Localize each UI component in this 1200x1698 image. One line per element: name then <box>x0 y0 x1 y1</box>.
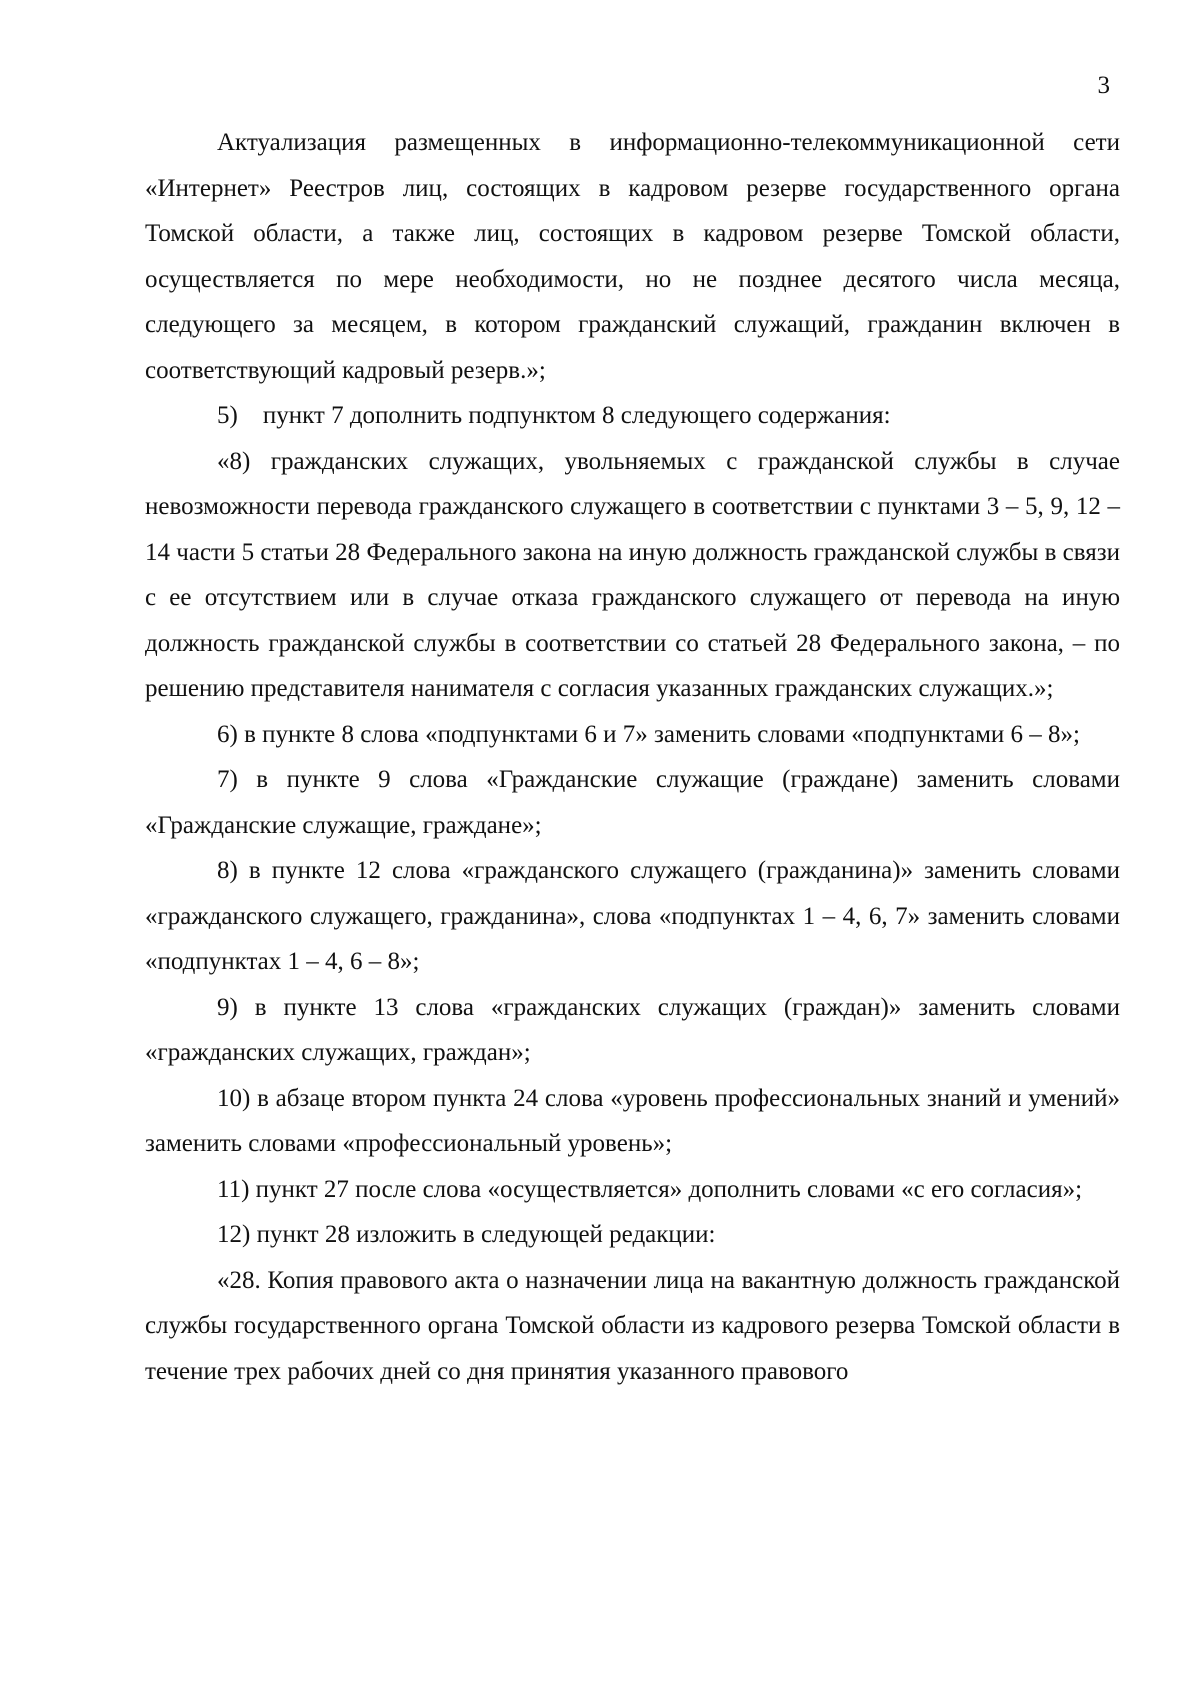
paragraph-item-10: 10) в абзаце втором пункта 24 слова «уровень профессиональных знаний и умений» заменить словами «профессиональный уровень»; <box>145 1084 1120 1157</box>
paragraph-clause-28: «28. Копия правового акта о назначении лица на вакантную должность гражданской службы государственного органа Томской области из кадрового резерва Томской области в течение трех рабочих дней со дня принятия указанного правового <box>145 1266 1120 1385</box>
document-body <box>145 120 1120 1394</box>
page-number: 3 <box>1097 72 1110 99</box>
paragraph-item-7: 7) в пункте 9 слова «Гражданские служащие (граждане) заменить словами «Гражданские служащие, граждане»; <box>145 766 1120 839</box>
paragraph-item-12: 12) пункт 28 изложить в следующей редакции: <box>217 1221 716 1248</box>
paragraph-item-11: 11) пункт 27 после слова «осуществляется» дополнить словами «с его согласия»; <box>217 1175 1083 1203</box>
paragraph-item-9: 9) в пункте 13 слова «гражданских служащих (граждан)» заменить словами «гражданских служащих, граждан»; <box>145 993 1120 1066</box>
paragraph-item-6: 6) в пункте 8 слова «подпунктами 6 и 7» заменить словами «подпунктами 6 – 8»; <box>217 720 1080 748</box>
paragraph-registry-update: Актуализация размещенных в информационно-телекоммуникационной сети «Интернет» Реестров лиц, состоящих в кадровом резерве государственного органа Томской области, а также лиц, состоящих в кадровом резерве Томской области, осуществляется по мере необходимости, но не позднее десятого числа месяца, следующего за месяцем, в котором гражданский служащий, гражданин включен в соответствующий кадровый резерв.»; <box>145 129 1120 384</box>
paragraph-item-5: 5) пункт 7 дополнить подпунктом 8 следующего содержания: <box>217 402 891 429</box>
paragraph-subitem-8: «8) гражданских служащих, увольняемых с гражданской службы в случае невозможности перевода гражданского служащего в соответствии с пунктами 3 – 5, 9, 12 – 14 части 5 статьи 28 Федерального закона на иную должность гражданской службы в связи с ее отсутствием или в случае отказа гражданского служащего от перевода на иную должность гражданской службы в соответствии со статьей 28 Федерального закона, – по решению представителя нанимателя с согласия указанных гражданских служащих.»; <box>145 447 1120 702</box>
paragraph-item-8: 8) в пункте 12 слова «гражданского служащего (гражданина)» заменить словами «гражданского служащего, гражданина», слова «подпунктах 1 – 4, 6, 7» заменить словами «подпунктах 1 – 4, 6 – 8»; <box>145 857 1120 975</box>
